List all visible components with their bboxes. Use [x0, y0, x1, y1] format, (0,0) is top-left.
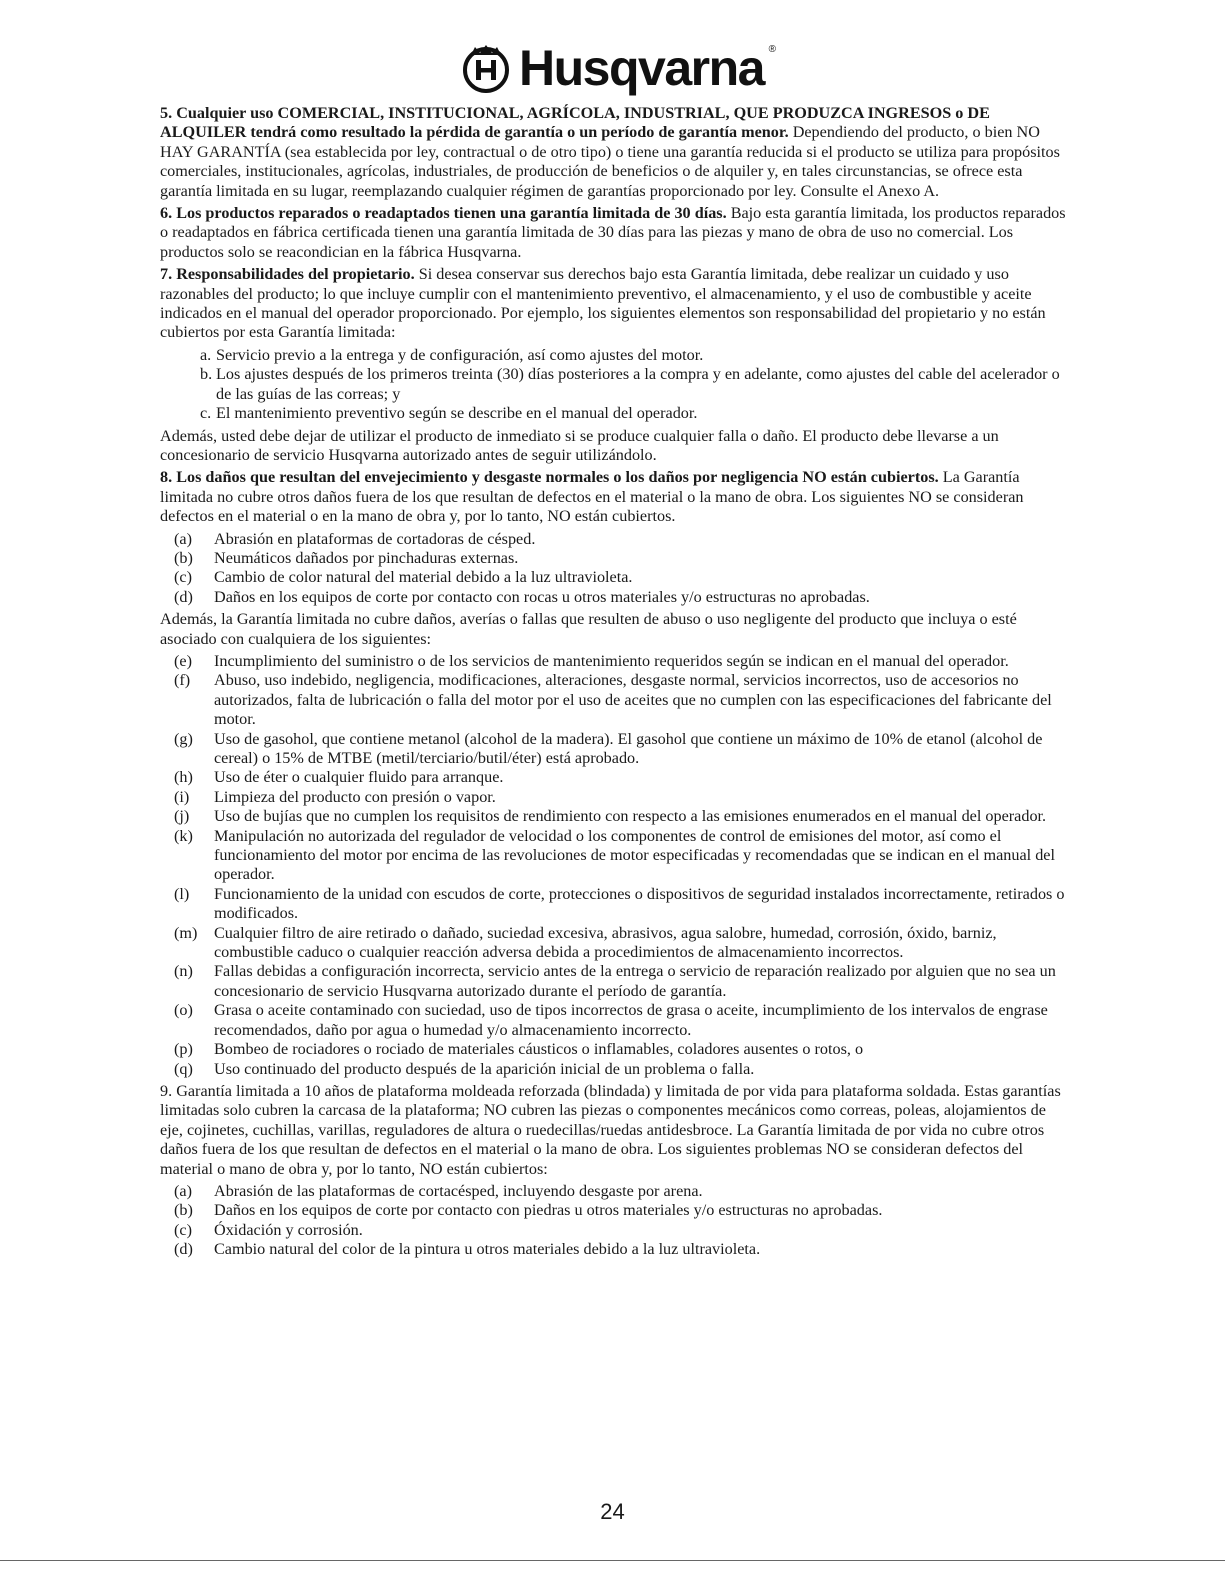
list-item — [160, 730, 1068, 769]
list-item — [160, 1240, 1068, 1259]
list-item — [160, 1040, 1068, 1059]
list-text: Uso de gasohol, que contiene metanol (alcohol de la madera). El gasohol que contiene un máximo de 10% de etanol (alcohol de cereal) o 15% de MTBE (metil/terciario/butil/éter) está aprobado. — [214, 729, 1043, 767]
section-8-list-2 — [160, 652, 1068, 1079]
list-item — [160, 1060, 1068, 1079]
list-text: El mantenimiento preventivo según se describe en el manual del operador. — [216, 404, 698, 423]
list-item — [160, 1182, 1068, 1201]
section-7-list — [160, 346, 1068, 424]
list-text: Funcionamiento de la unidad con escudos de corte, protecciones o dispositivos de seguridad instalados incorrectamente, retirados o modificados. — [214, 884, 1065, 923]
list-text: Óxidación y corrosión. — [214, 1220, 363, 1239]
list-marker: (d) — [174, 1240, 193, 1259]
list-item — [160, 1001, 1068, 1040]
list-marker: (m) — [174, 923, 198, 942]
list-text: Abrasión en plataformas de cortadoras de césped. — [214, 529, 536, 548]
list-item — [160, 807, 1068, 826]
registered-mark: ® — [768, 44, 776, 55]
section-7-body: Si desea conservar sus derechos bajo esta Garantía limitada, debe realizar un cuidado y uso razonables del producto; lo que incluye cumplir con el mantenimiento preventivo, el almacenamiento, y el uso de combustible y aceite indicados en el manual del operador proporcionado. Por ejemplo, los siguientes elementos son responsabilidad del propietario y no están cubiertos por esta Garantía limitada: — [160, 265, 1046, 342]
section-8-list-1 — [160, 530, 1068, 608]
list-item — [160, 962, 1068, 1001]
list-text: Daños en los equipos de corte por contacto con piedras u otros materiales y/o estructuras no aprobadas. — [214, 1201, 883, 1220]
list-marker: (a) — [174, 529, 192, 548]
list-item — [160, 1221, 1068, 1240]
list-item — [160, 568, 1068, 587]
list-text: Cambio natural del color de la pintura u otros materiales debido a la luz ultravioleta. — [214, 1240, 761, 1259]
warranty-content — [160, 104, 1068, 1263]
list-marker: (q) — [174, 1059, 193, 1078]
list-marker: c. — [200, 404, 212, 423]
list-text: Grasa o aceite contaminado con suciedad, uso de tipos incorrectos de grasa o aceite, incumplimiento de los intervalos de engrase recomendados, daño por agua o humedad y/o almacenamiento incorrecto. — [214, 1001, 1048, 1039]
list-item — [160, 671, 1068, 729]
list-text: Los ajustes después de los primeros treinta (30) días posteriores a la compra y en adelante, como ajustes del cable del acelerador o de las guías de las correas; y — [216, 365, 1060, 403]
list-marker: (c) — [174, 1220, 192, 1239]
list-marker: b. — [200, 365, 213, 384]
list-text: Limpieza del producto con presión o vapor. — [214, 787, 496, 806]
section-8-body: La Garantía limitada no cubre otros daños fuera de los que resultan de defectos en el material o la mano de obra. Los siguientes NO se consideran defectos en el material o en la mano de obra y, por lo tanto, NO están cubiertos. — [160, 468, 1024, 526]
list-text: Abrasión de las plataformas de cortacésped, incluyendo desgaste por arena. — [214, 1181, 703, 1200]
list-marker: (b) — [174, 1201, 193, 1220]
list-text: Uso de bujías que no cumplen los requisitos de rendimiento con respecto a las emisiones enumerados en el manual del operador. — [214, 807, 1047, 826]
section-5-body: Dependiendo del producto, o bien NO HAY GARANTÍA (sea establecida por ley, contractual o de otro tipo) o tiene una garantía reducida si el producto se utiliza para propósitos comerciales, institucionales, agrícolas, industriales, de producción de beneficios o de alquiler y, en tales circunstancias, se ofrece esta garantía limitada en su lugar, reemplazando cualquier régimen de garantías proporcionado por ley. Consulte el Anexo A. — [160, 123, 1060, 200]
list-marker: (d) — [174, 587, 193, 606]
list-marker: (f) — [174, 671, 191, 690]
list-marker: (k) — [174, 826, 193, 845]
section-6-body: Bajo esta garantía limitada, los productos reparados o readaptados en fábrica certificada tienen una garantía limitada de 30 días para las piezas y mano de obra de uso no comercial. Los productos solo se reacondician en la fábrica Husqvarna. — [160, 204, 1066, 261]
list-item — [160, 346, 1068, 365]
list-marker: (n) — [174, 962, 193, 981]
list-text: Cambio de color natural del material debido a la luz ultravioleta. — [214, 568, 633, 587]
list-text: Manipulación no autorizada del regulador de velocidad o los componentes de control de emisiones del motor, así como el funcionamiento del motor por encima de las revoluciones de motor especificadas y recomendadas que se indican en el manual del operador. — [214, 826, 1055, 884]
list-marker: (a) — [174, 1181, 192, 1200]
list-marker: a. — [200, 345, 212, 364]
list-text: Uso continuado del producto después de la aparición inicial de un problema o falla. — [214, 1059, 755, 1078]
list-marker: (c) — [174, 568, 192, 587]
list-text: Abuso, uso indebido, negligencia, modificaciones, alteraciones, desgaste normal, servicios incorrectos, uso de accesorios no autorizados, falta de lubricación o falla del motor por el uso de aceites que no cumplen con las especificaciones del fabricante del motor. — [214, 671, 1052, 729]
crown-h-logo-icon — [461, 43, 511, 93]
bottom-divider — [0, 1560, 1225, 1561]
list-marker: (g) — [174, 729, 193, 748]
section-9-body: 9. Garantía limitada a 10 años de plataforma moldeada reforzada (blindada) y limitada de por vida para plataforma soldada. Estas garantías limitadas solo cubren la carcasa de la plataforma; NO cubren las piezas o componentes mecánicos como correas, poleas, alojamientos de eje, cojinetes, cuchillas, varillas, reguladores de altura o ruedecillas/ruedas antidesbroce. La Garantía limitada de por vida no cubre otros daños fuera de los que resultan de defectos en el material o la mano de obra. Los siguientes problemas NO se consideran defectos del material o mano de obra y, por lo tanto, NO están cubiertos: — [160, 1081, 1061, 1178]
list-item — [160, 404, 1068, 423]
list-marker: (o) — [174, 1001, 193, 1020]
list-item — [160, 365, 1068, 404]
list-marker: (h) — [174, 768, 193, 787]
brand-logo — [0, 40, 1225, 96]
list-text: Daños en los equipos de corte por contacto con rocas u otros materiales y/o estructuras no aprobadas. — [214, 587, 870, 606]
section-5-title: 5. Cualquier uso COMERCIAL, INSTITUCIONAL, AGRÍCOLA, INDUSTRIAL, QUE PRODUZCA INGRESOS o DE ALQUILER tendrá como resultado la pérdida de garantía o un período de garantía menor. — [160, 104, 990, 142]
list-marker: (j) — [174, 807, 190, 826]
section-8 — [160, 468, 1068, 526]
section-6 — [160, 204, 1068, 262]
list-item — [160, 1201, 1068, 1220]
section-8-title: 8. Los daños que resultan del envejecimiento y desgaste normales o los daños por negligencia NO están cubiertos. — [160, 468, 939, 487]
list-text: Bombeo de rociadores o rociado de materiales cáusticos o inflamables, coladores ausentes o rotos, o — [214, 1040, 864, 1059]
list-item — [160, 768, 1068, 787]
section-9-list — [160, 1182, 1068, 1260]
list-item — [160, 885, 1068, 924]
section-7-title: 7. Responsabilidades del propietario. — [160, 265, 415, 284]
brand-name: Husqvarna ® — [519, 40, 776, 96]
section-7 — [160, 265, 1068, 343]
list-item — [160, 652, 1068, 671]
section-8-middle: Además, la Garantía limitada no cubre daños, averías o fallas que resulten de abuso o uso negligente del producto que incluya o esté asociado con cualquiera de los siguientes: — [160, 610, 1017, 648]
section-6-title: 6. Los productos reparados o readaptados tienen una garantía limitada de 30 días. — [160, 204, 727, 223]
list-item — [160, 827, 1068, 885]
list-item — [160, 549, 1068, 568]
list-text: Uso de éter o cualquier fluido para arranque. — [214, 768, 504, 787]
list-item — [160, 924, 1068, 963]
section-7-after: Además, usted debe dejar de utilizar el producto de inmediato si se produce cualquier falla o daño. El producto debe llevarse a un concesionario de servicio Husqvarna autorizado antes de seguir utilizándolo. — [160, 426, 999, 464]
section-5 — [160, 104, 1068, 201]
list-marker: (e) — [174, 651, 192, 670]
list-text: Incumplimiento del suministro o de los servicios de mantenimiento requeridos según se indican en el manual del operador. — [214, 651, 1009, 670]
list-marker: (b) — [174, 548, 193, 567]
list-text: Neumáticos dañados por pinchaduras externas. — [214, 548, 519, 567]
list-item — [160, 788, 1068, 807]
list-marker: (p) — [174, 1040, 193, 1059]
list-text: Fallas debidas a configuración incorrecta, servicio antes de la entrega o servicio de reparación realizado por alguien que no sea un concesionario de servicio Husqvarna autorizado durante el período de garantía. — [214, 962, 1056, 1000]
list-text: Servicio previo a la entrega y de configuración, así como ajustes del motor. — [216, 345, 704, 364]
list-marker: (l) — [174, 884, 190, 903]
list-item — [160, 588, 1068, 607]
list-text: Cualquier filtro de aire retirado o dañado, suciedad excesiva, abrasivos, agua salobre, humedad, corrosión, óxido, barniz, combustible caduco o cualquier reacción adversa debida a procedimientos de almacenamiento incorrectos. — [214, 923, 997, 962]
page-number: 24 — [600, 1499, 625, 1524]
list-marker: (i) — [174, 787, 190, 806]
list-item — [160, 530, 1068, 549]
